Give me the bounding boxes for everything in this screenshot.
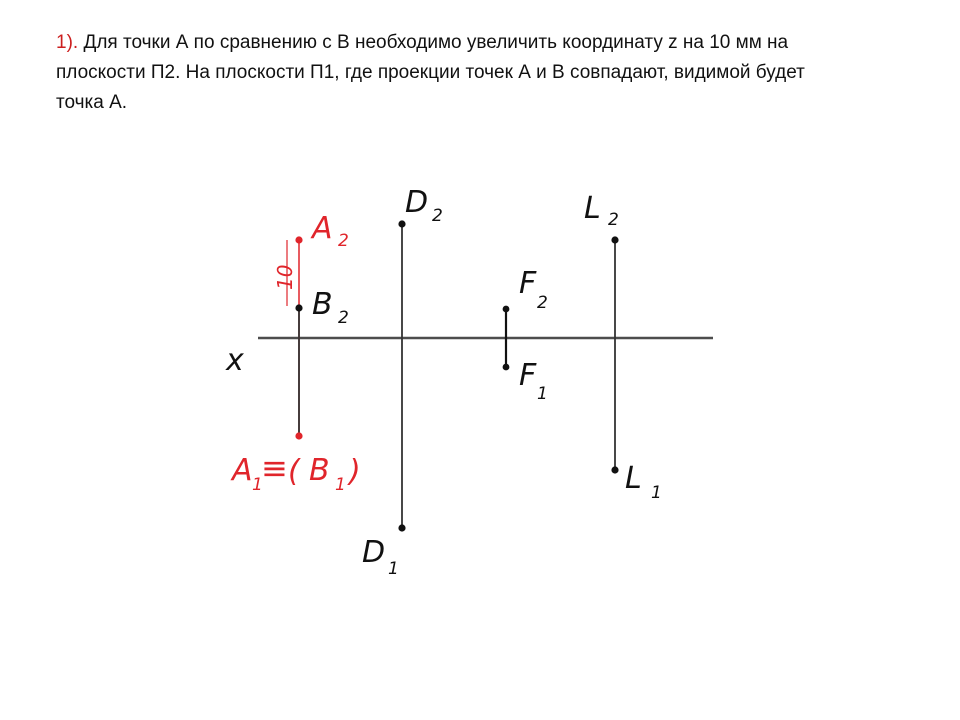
x-axis-label: x — [226, 343, 244, 378]
label-d1-index: 1 — [388, 559, 399, 579]
label-b1-index: 1 — [335, 475, 346, 495]
point-l1 — [611, 466, 618, 473]
equiv-sign: ≡ — [261, 449, 288, 487]
point-a2 — [295, 236, 302, 243]
point-b2 — [295, 304, 302, 311]
label-f2-index: 2 — [537, 293, 548, 313]
label-b1-letter: B — [309, 453, 330, 488]
point-a1-b1 — [295, 432, 302, 439]
label-a1-letter: A — [232, 453, 253, 488]
label-l1-index: 1 — [651, 483, 662, 503]
dimension-label: 10 — [273, 264, 297, 290]
label-d2-index: 2 — [432, 206, 443, 226]
task-text-line-2: плоскости П2. На плоскости П1, где проекции точек А и В совпадают, видимой будет — [56, 62, 805, 83]
point-d1 — [398, 524, 405, 531]
label-f1-letter: F — [519, 358, 537, 393]
label-l2-index: 2 — [608, 210, 619, 230]
task-text-line-1: Для точки А по сравнению с В необходимо увеличить координату z на 10 мм на — [78, 32, 789, 53]
label-a2-index: 2 — [338, 231, 349, 251]
label-f2-letter: F — [519, 266, 537, 301]
label-b2-index: 2 — [338, 308, 349, 328]
label-d2-letter: D — [405, 185, 429, 220]
label-d1-letter: D — [362, 535, 386, 570]
point-d2 — [398, 220, 405, 227]
label-b2-letter: B — [312, 287, 333, 322]
label-f1-index: 1 — [537, 384, 548, 404]
label-a2-letter: A — [312, 211, 333, 246]
paren-close: ) — [349, 454, 361, 489]
label-a1-index: 1 — [252, 475, 263, 495]
point-f1 — [503, 364, 510, 371]
label-l1-letter: L — [625, 461, 642, 496]
point-l2 — [611, 236, 618, 243]
label-l2-letter: L — [584, 191, 601, 226]
paren-open: ( — [288, 454, 300, 489]
task-number: 1). — [56, 32, 79, 53]
task-text-line-3: точка А. — [56, 92, 128, 113]
point-f2 — [503, 306, 510, 313]
